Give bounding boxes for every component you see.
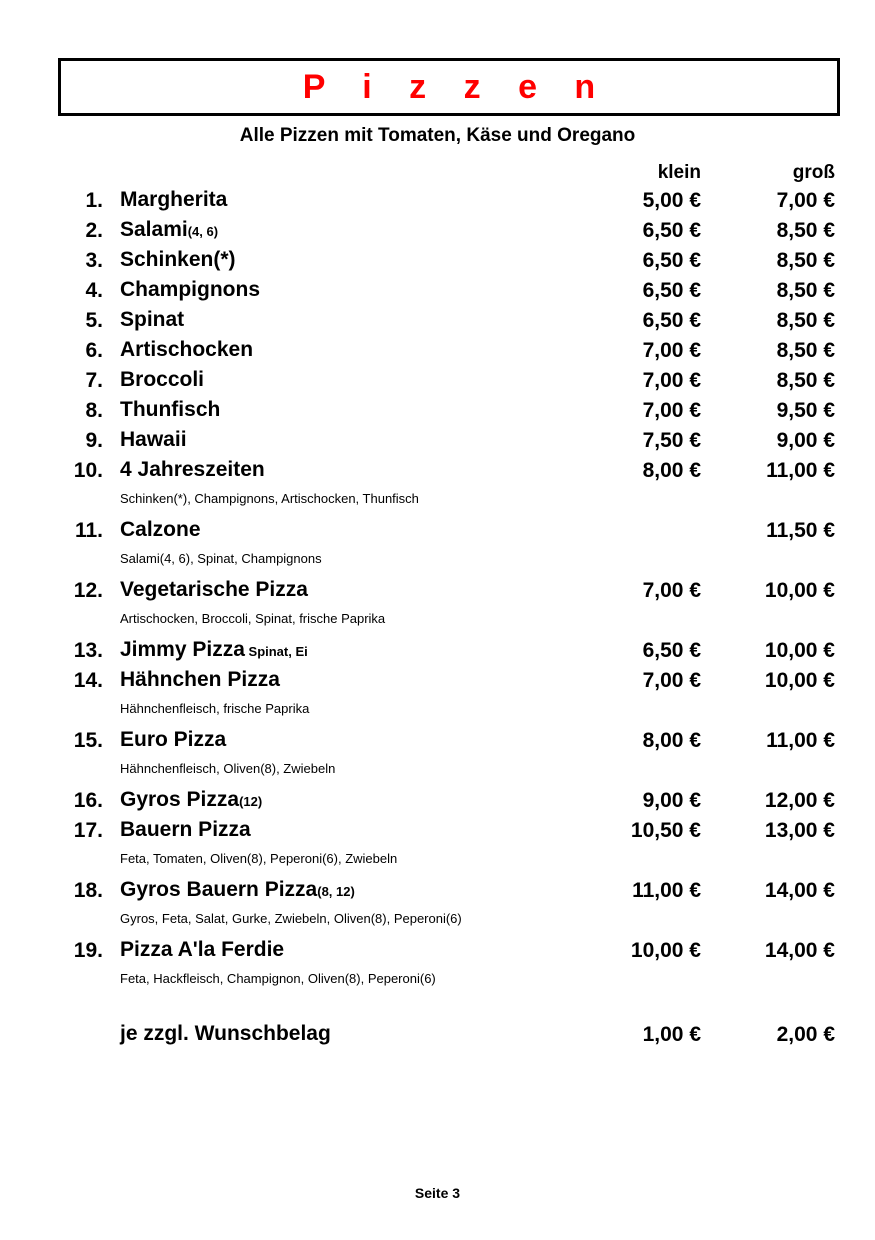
price-large: 14,00 € [764,939,835,962]
item-note: (8, 12) [317,884,355,899]
item-name: Euro Pizza [120,728,227,751]
price-small: 6,50 € [642,279,701,302]
price-small: 10,50 € [630,819,701,842]
menu-item [0,276,875,306]
price-small: 9,00 € [642,789,701,812]
pizza-menu [0,186,875,1050]
item-number: 8. [85,399,103,422]
menu-item [0,636,875,666]
menu-item [0,576,875,636]
item-name: Gyros Bauern Pizza(8, 12) [120,878,355,901]
price-large: 11,00 € [766,729,835,752]
price-small: 7,00 € [642,369,701,392]
menu-item [0,666,875,726]
price-large: 8,50 € [776,279,835,302]
item-name: Artischocken [120,338,254,361]
item-name: Bauern Pizza [120,818,251,841]
price-large: 13,00 € [764,819,835,842]
price-small: 11,00 € [632,879,701,902]
extra-price-small: 1,00 € [642,1023,701,1046]
price-small: 7,50 € [642,429,701,452]
menu-item [0,306,875,336]
price-large: 10,00 € [764,639,835,662]
item-number: 13. [73,639,103,662]
item-number: 6. [85,339,103,362]
price-large: 11,00 € [766,459,835,482]
item-description: Hähnchenfleisch, frische Paprika [120,701,310,716]
price-large: 8,50 € [776,249,835,272]
menu-subtitle: Alle Pizzen mit Tomaten, Käse und Oregano [239,125,636,146]
item-number: 15. [73,729,103,752]
item-name: Salami(4, 6) [120,218,219,241]
price-large: 8,50 € [776,369,835,392]
price-large: 10,00 € [764,579,835,602]
item-number: 19. [73,939,103,962]
item-number: 11. [74,519,103,542]
item-note: (12) [239,794,263,809]
item-number: 7. [85,369,103,392]
item-number: 1. [85,189,103,212]
price-small: 7,00 € [642,339,701,362]
price-small: 5,00 € [642,189,701,212]
item-name: Schinken(*) [120,248,236,271]
item-number: 2. [85,219,103,242]
item-number: 14. [73,669,103,692]
item-description: Salami(4, 6), Spinat, Champignons [120,551,322,566]
item-number: 18. [73,879,103,902]
item-name: Pizza A'la Ferdie [120,938,285,961]
price-large: 11,50 € [766,519,835,542]
item-number: 12. [73,579,103,602]
price-large: 9,50 € [776,399,835,422]
price-small: 6,50 € [642,309,701,332]
page-title: P i z z e n [302,67,610,106]
price-large: 10,00 € [764,669,835,692]
page-number: Seite 3 [414,1185,461,1201]
item-number: 5. [85,309,103,332]
menu-item [0,396,875,426]
extra-topping-row [0,1020,875,1050]
extra-topping-label: je zzgl. Wunschbelag [120,1022,331,1045]
item-note: (4, 6) [187,224,219,239]
price-large: 7,00 € [776,189,835,212]
item-description: Feta, Hackfleisch, Champignon, Oliven(8), Peperoni(6) [120,971,436,986]
extra-price-large: 2,00 € [776,1023,835,1046]
item-description: Artischocken, Broccoli, Spinat, frische Paprika [120,611,386,626]
menu-item [0,456,875,516]
item-number: 10. [73,459,103,482]
item-description: Gyros, Feta, Salat, Gurke, Zwiebeln, Oliven(8), Peperoni(6) [120,911,462,926]
menu-item [0,876,875,936]
item-number: 4. [85,279,103,302]
menu-item [0,186,875,216]
item-number: 16. [73,789,103,812]
item-name: Spinat [120,308,185,331]
item-description: Schinken(*), Champignons, Artischocken, Thunfisch [120,491,419,506]
item-number: 9. [85,429,103,452]
price-large: 8,50 € [776,339,835,362]
menu-item [0,336,875,366]
item-note: Spinat, Ei [244,644,308,659]
price-small: 6,50 € [642,219,701,242]
price-large: 8,50 € [776,219,835,242]
price-small: 10,00 € [630,939,701,962]
item-name: Jimmy Pizza Spinat, Ei [120,638,308,661]
item-name: 4 Jahreszeiten [120,458,265,481]
price-small: 8,00 € [642,729,701,752]
column-header-small: klein [657,162,701,183]
price-large: 14,00 € [764,879,835,902]
menu-item [0,936,875,996]
price-large: 9,00 € [776,429,835,452]
menu-item [0,216,875,246]
menu-item [0,246,875,276]
menu-item [0,426,875,456]
price-small: 7,00 € [642,669,701,692]
item-number: 3. [85,249,103,272]
item-name: Vegetarische Pizza [120,578,308,601]
item-description: Feta, Tomaten, Oliven(8), Peperoni(6), Zwiebeln [120,851,398,866]
menu-item [0,516,875,576]
menu-item [0,786,875,816]
price-large: 12,00 € [764,789,835,812]
item-name: Hähnchen Pizza [120,668,280,691]
menu-item [0,366,875,396]
item-name: Margherita [120,188,228,211]
menu-item [0,726,875,786]
column-header-large: groß [792,162,835,183]
item-name: Broccoli [120,368,205,391]
item-description: Hähnchenfleisch, Oliven(8), Zwiebeln [120,761,336,776]
item-name: Gyros Pizza(12) [120,788,263,811]
price-small: 6,50 € [642,639,701,662]
item-number: 17. [73,819,103,842]
price-small: 8,00 € [642,459,701,482]
item-name: Hawaii [120,428,187,451]
price-small: 7,00 € [642,579,701,602]
item-name: Calzone [120,518,201,541]
price-small: 7,00 € [642,399,701,422]
item-name: Thunfisch [120,398,221,421]
title-box [58,58,840,116]
menu-item [0,816,875,876]
item-name: Champignons [120,278,260,301]
price-large: 8,50 € [776,309,835,332]
price-small: 6,50 € [642,249,701,272]
